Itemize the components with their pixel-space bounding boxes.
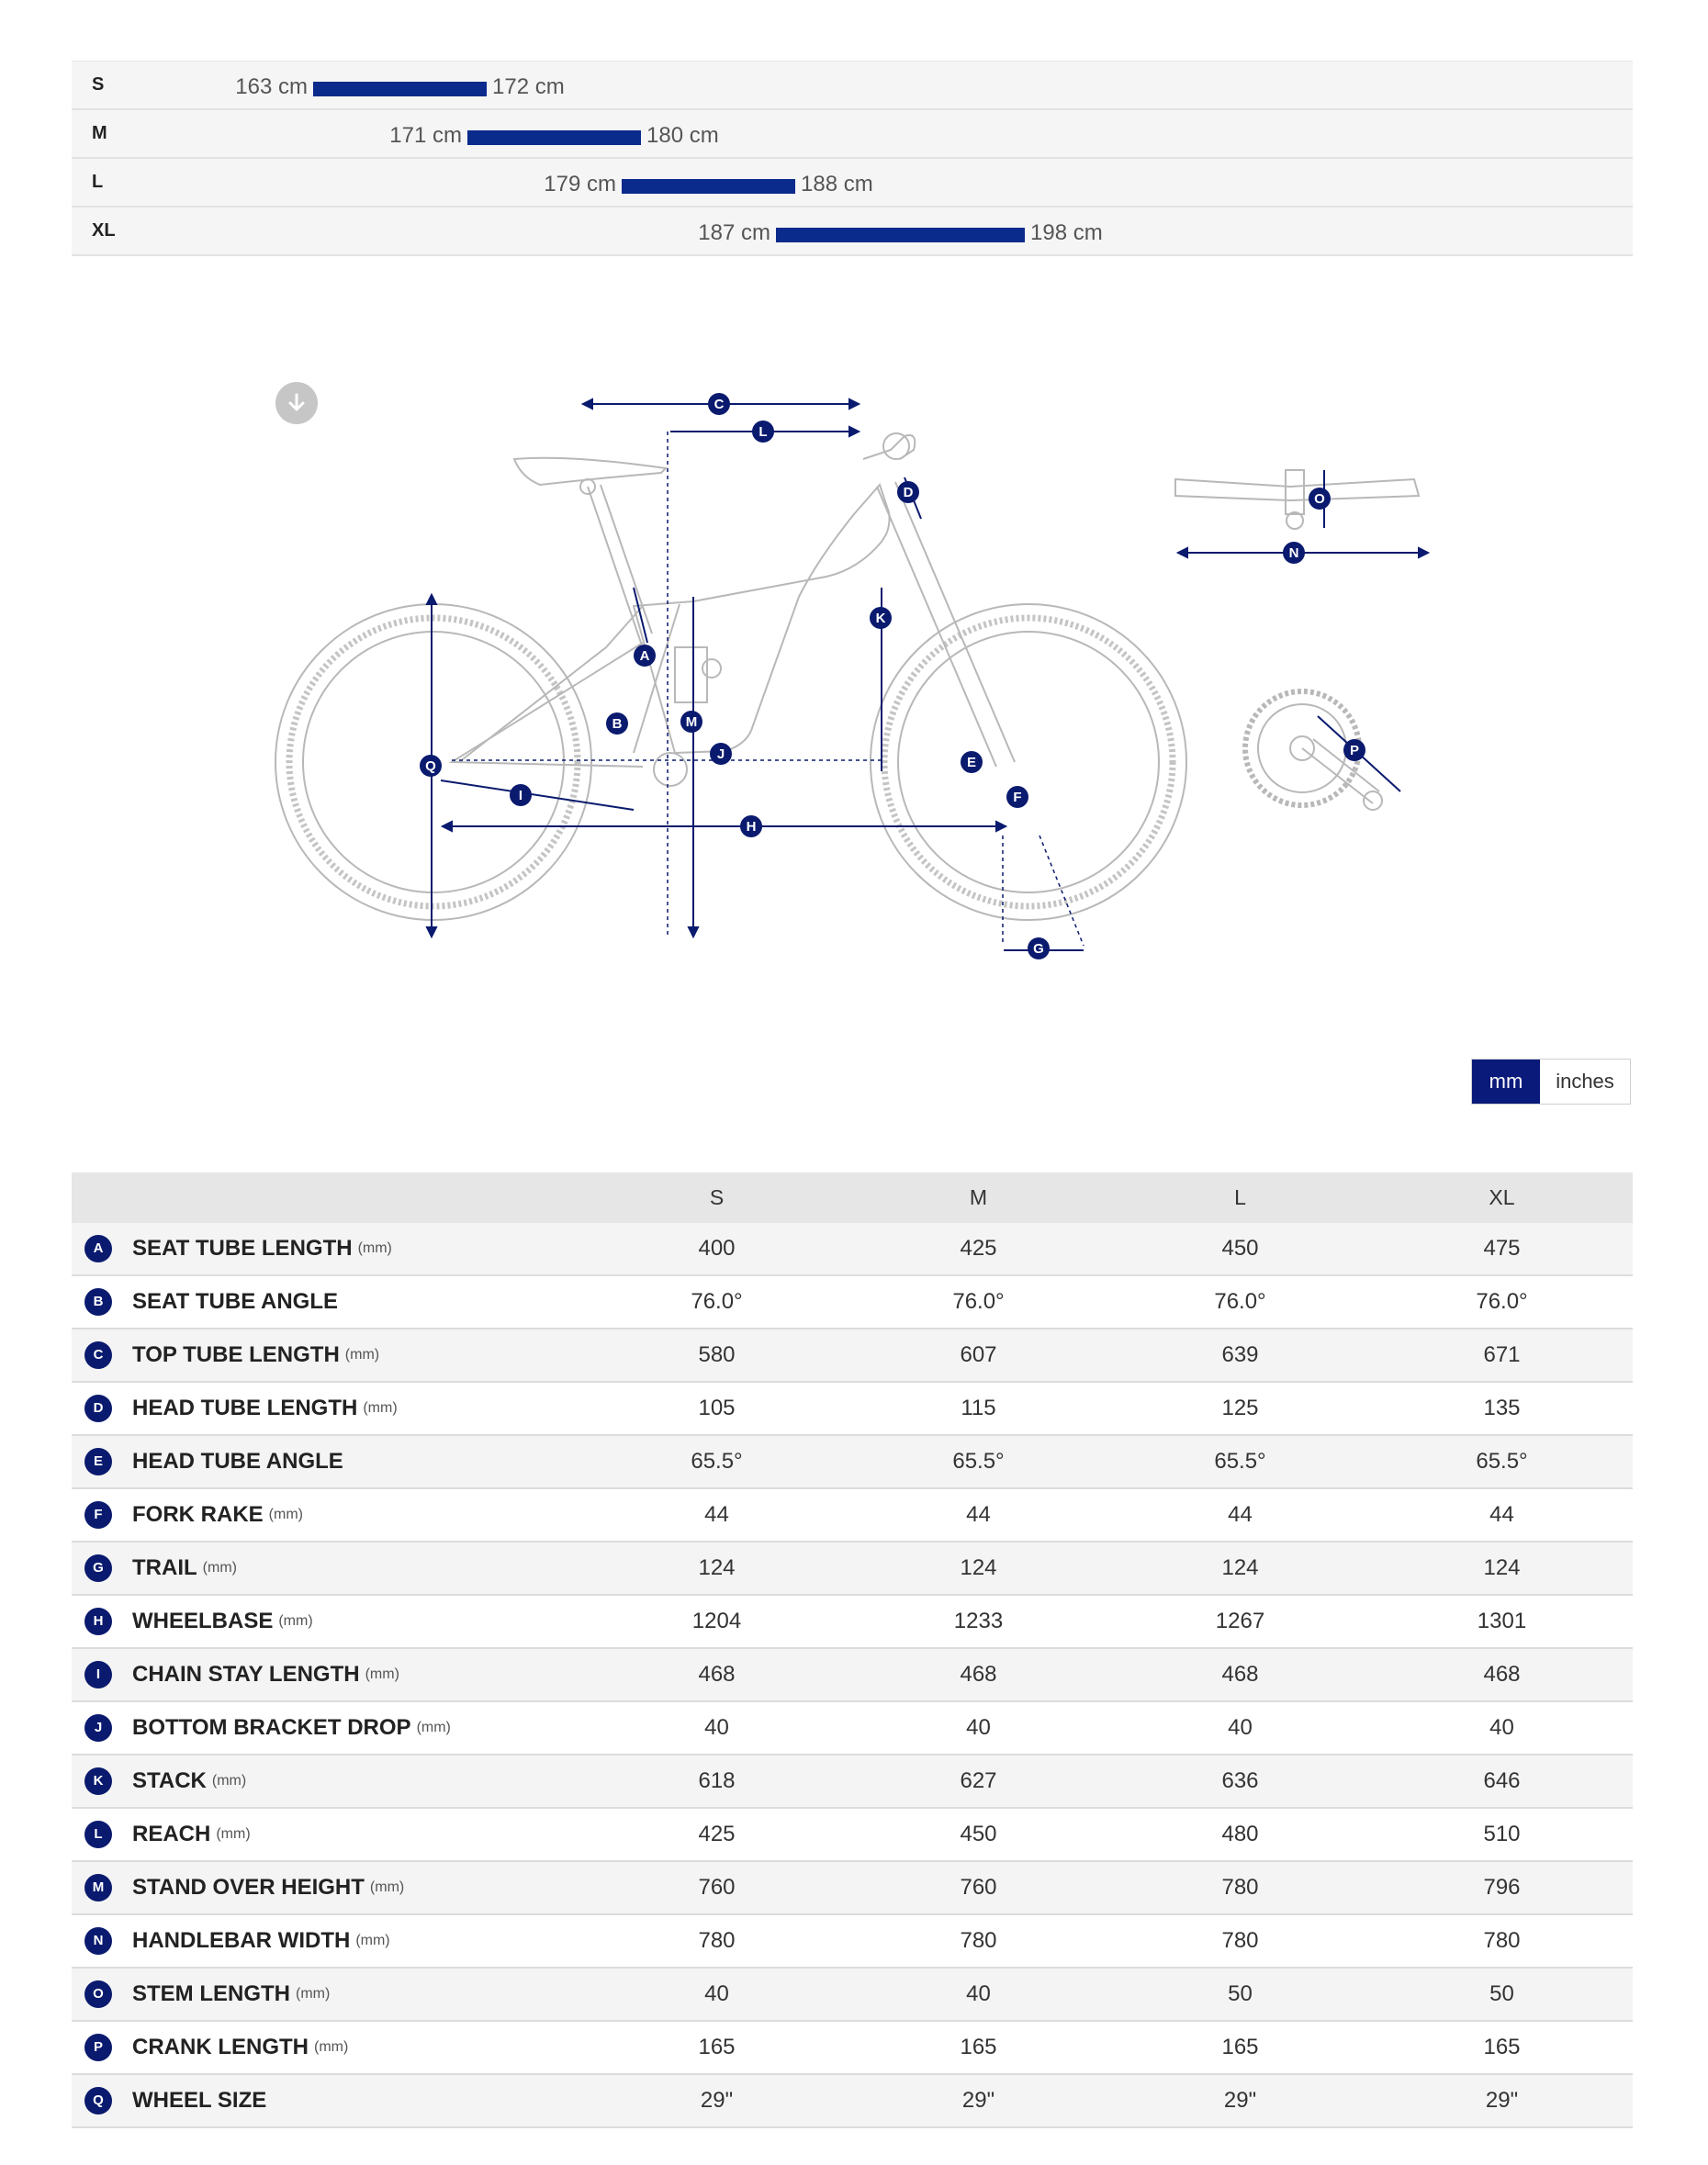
svg-text:C: C bbox=[714, 397, 725, 412]
table-row bbox=[72, 1435, 1633, 1488]
unit-toggle bbox=[1471, 1059, 1631, 1105]
value-cell: 124 bbox=[1109, 1542, 1371, 1595]
value-cell: 165 bbox=[848, 2021, 1109, 2074]
value-cell: 40 bbox=[586, 1701, 848, 1755]
value-cell: 40 bbox=[848, 1701, 1109, 1755]
param-cell bbox=[72, 1435, 586, 1488]
table-row bbox=[72, 1701, 1633, 1755]
param-name: BOTTOM BRACKET DROP bbox=[132, 1715, 411, 1740]
svg-text:L: L bbox=[758, 424, 768, 440]
value-cell: 29" bbox=[586, 2074, 848, 2127]
param-name: HEAD TUBE ANGLE bbox=[132, 1449, 343, 1474]
param-name: SEAT TUBE ANGLE bbox=[132, 1289, 339, 1314]
value-cell: 400 bbox=[586, 1223, 848, 1275]
table-row bbox=[72, 1648, 1633, 1701]
table-row bbox=[72, 1488, 1633, 1542]
letter-badge: C bbox=[84, 1341, 112, 1369]
letter-badge: M bbox=[84, 1874, 112, 1901]
table-row bbox=[72, 1755, 1633, 1808]
letter-badge: E bbox=[84, 1448, 112, 1475]
header-size: S bbox=[586, 1172, 848, 1223]
param-unit: (mm) bbox=[344, 1347, 380, 1363]
svg-text:K: K bbox=[875, 611, 886, 626]
value-cell: 44 bbox=[586, 1488, 848, 1542]
value-cell: 165 bbox=[1371, 2021, 1633, 2074]
value-cell: 29" bbox=[1109, 2074, 1371, 2127]
param-cell bbox=[72, 2074, 586, 2127]
table-row bbox=[72, 1382, 1633, 1435]
letter-badge: N bbox=[84, 1927, 112, 1955]
value-cell: 1267 bbox=[1109, 1595, 1371, 1648]
value-cell: 760 bbox=[586, 1861, 848, 1914]
param-cell bbox=[72, 1542, 586, 1595]
value-cell: 105 bbox=[586, 1382, 848, 1435]
param-cell bbox=[72, 1648, 586, 1701]
value-cell: 65.5° bbox=[848, 1435, 1109, 1488]
value-cell: 468 bbox=[848, 1648, 1109, 1701]
range-min-label: 187 cm bbox=[698, 220, 770, 245]
svg-text:I: I bbox=[518, 788, 523, 803]
range-bar bbox=[313, 82, 487, 96]
saddle bbox=[514, 458, 666, 485]
param-cell bbox=[72, 1914, 586, 1968]
table-row bbox=[72, 2074, 1633, 2127]
table-row bbox=[72, 1914, 1633, 1968]
diagram-marker-b bbox=[606, 712, 628, 735]
unit-inches-button[interactable]: inches bbox=[1540, 1060, 1630, 1104]
value-cell: 40 bbox=[848, 1968, 1109, 2021]
param-unit: (mm) bbox=[365, 1666, 399, 1682]
svg-text:H: H bbox=[746, 819, 757, 835]
diagram-marker-p bbox=[1343, 739, 1365, 761]
diagram-marker-d bbox=[897, 481, 919, 503]
svg-text:P: P bbox=[1349, 743, 1360, 758]
value-cell: 796 bbox=[1371, 1861, 1633, 1914]
diagram-marker-f bbox=[1006, 786, 1028, 808]
value-cell: 580 bbox=[586, 1329, 848, 1382]
param-unit: (mm) bbox=[278, 1613, 313, 1629]
param-cell bbox=[72, 1488, 586, 1542]
value-cell: 44 bbox=[1109, 1488, 1371, 1542]
size-range-chart bbox=[72, 61, 1633, 256]
value-cell: 65.5° bbox=[1371, 1435, 1633, 1488]
diagram-marker-m bbox=[680, 711, 702, 733]
param-cell bbox=[72, 1808, 586, 1861]
svg-text:E: E bbox=[966, 755, 977, 770]
bike-frame bbox=[634, 485, 890, 753]
size-range-row bbox=[72, 61, 1633, 110]
value-cell: 760 bbox=[848, 1861, 1109, 1914]
param-cell bbox=[72, 1701, 586, 1755]
param-name: STEM LENGTH bbox=[132, 1981, 290, 2006]
param-name: REACH bbox=[132, 1822, 211, 1846]
range-bar bbox=[776, 228, 1025, 242]
letter-badge: A bbox=[84, 1235, 112, 1262]
value-cell: 1301 bbox=[1371, 1595, 1633, 1648]
letter-badge: O bbox=[84, 1980, 112, 2008]
size-label: L bbox=[92, 172, 104, 192]
value-cell: 468 bbox=[1109, 1648, 1371, 1701]
svg-text:J: J bbox=[716, 746, 725, 762]
svg-text:D: D bbox=[903, 485, 914, 500]
value-cell: 510 bbox=[1371, 1808, 1633, 1861]
diagram-marker-j bbox=[710, 743, 732, 765]
range-bar bbox=[622, 179, 795, 194]
letter-badge: Q bbox=[84, 2087, 112, 2115]
value-cell: 124 bbox=[1371, 1542, 1633, 1595]
diagram-marker-a bbox=[634, 645, 656, 667]
value-cell: 165 bbox=[586, 2021, 848, 2074]
value-cell: 40 bbox=[586, 1968, 848, 2021]
value-cell: 40 bbox=[1109, 1701, 1371, 1755]
letter-badge: L bbox=[84, 1821, 112, 1848]
param-unit: (mm) bbox=[355, 1933, 390, 1948]
table-row bbox=[72, 1329, 1633, 1382]
range-max-label: 198 cm bbox=[1030, 220, 1103, 245]
param-name: CHAIN STAY LENGTH bbox=[132, 1662, 360, 1687]
range-min-label: 179 cm bbox=[544, 172, 616, 196]
param-cell bbox=[72, 1968, 586, 2021]
param-name: STAND OVER HEIGHT bbox=[132, 1875, 365, 1900]
size-label: S bbox=[92, 74, 105, 95]
table-row bbox=[72, 1542, 1633, 1595]
diagram-marker-h bbox=[740, 815, 762, 837]
table-row bbox=[72, 1595, 1633, 1648]
range-min-label: 171 cm bbox=[389, 123, 462, 148]
diagram-marker-k bbox=[870, 607, 892, 629]
size-label: XL bbox=[92, 220, 116, 241]
param-unit: (mm) bbox=[268, 1507, 303, 1522]
diagram-marker-i bbox=[510, 784, 532, 806]
range-max-label: 188 cm bbox=[801, 172, 873, 196]
value-cell: 425 bbox=[586, 1808, 848, 1861]
value-cell: 76.0° bbox=[1109, 1275, 1371, 1329]
value-cell: 780 bbox=[1109, 1914, 1371, 1968]
letter-badge: B bbox=[84, 1288, 112, 1316]
fork bbox=[877, 482, 1015, 767]
param-unit: (mm) bbox=[357, 1240, 392, 1256]
value-cell: 40 bbox=[1371, 1701, 1633, 1755]
value-cell: 607 bbox=[848, 1329, 1109, 1382]
param-name: SEAT TUBE LENGTH bbox=[132, 1236, 353, 1261]
value-cell: 29" bbox=[848, 2074, 1109, 2127]
table-row bbox=[72, 1275, 1633, 1329]
range-min-label: 163 cm bbox=[235, 74, 308, 99]
svg-text:G: G bbox=[1033, 941, 1044, 957]
letter-badge: F bbox=[84, 1501, 112, 1529]
svg-text:Q: Q bbox=[425, 758, 436, 774]
param-unit: (mm) bbox=[314, 2039, 349, 2055]
unit-mm-button[interactable]: mm bbox=[1472, 1060, 1540, 1104]
table-row bbox=[72, 1968, 1633, 2021]
value-cell: 1233 bbox=[848, 1595, 1109, 1648]
param-unit: (mm) bbox=[211, 1773, 247, 1789]
value-cell: 50 bbox=[1109, 1968, 1371, 2021]
param-name: HEAD TUBE LENGTH bbox=[132, 1396, 358, 1420]
value-cell: 780 bbox=[848, 1914, 1109, 1968]
svg-text:B: B bbox=[612, 716, 623, 732]
svg-text:F: F bbox=[1013, 790, 1022, 805]
value-cell: 76.0° bbox=[586, 1275, 848, 1329]
param-cell bbox=[72, 1275, 586, 1329]
svg-text:O: O bbox=[1314, 491, 1325, 507]
param-cell bbox=[72, 2021, 586, 2074]
param-unit: (mm) bbox=[216, 1826, 251, 1842]
param-cell bbox=[72, 1755, 586, 1808]
value-cell: 76.0° bbox=[848, 1275, 1109, 1329]
range-max-label: 180 cm bbox=[646, 123, 719, 148]
param-cell bbox=[72, 1595, 586, 1648]
diagram-marker-e bbox=[961, 751, 983, 773]
value-cell: 124 bbox=[848, 1542, 1109, 1595]
letter-badge: K bbox=[84, 1767, 112, 1795]
value-cell: 636 bbox=[1109, 1755, 1371, 1808]
param-name: CRANK LENGTH bbox=[132, 2035, 309, 2059]
table-header-row bbox=[72, 1172, 1633, 1223]
diagram-marker-g bbox=[1028, 937, 1050, 959]
size-range-row bbox=[72, 159, 1633, 208]
param-name: HANDLEBAR WIDTH bbox=[132, 1928, 351, 1953]
param-unit: (mm) bbox=[202, 1560, 237, 1576]
value-cell: 468 bbox=[1371, 1648, 1633, 1701]
svg-text:M: M bbox=[685, 714, 698, 730]
letter-badge: I bbox=[84, 1661, 112, 1688]
letter-badge: P bbox=[84, 2034, 112, 2061]
value-cell: 65.5° bbox=[586, 1435, 848, 1488]
value-cell: 165 bbox=[1109, 2021, 1371, 2074]
header-size: M bbox=[848, 1172, 1109, 1223]
value-cell: 468 bbox=[586, 1648, 848, 1701]
size-range-row bbox=[72, 110, 1633, 159]
value-cell: 65.5° bbox=[1109, 1435, 1371, 1488]
value-cell: 639 bbox=[1109, 1329, 1371, 1382]
letter-badge: H bbox=[84, 1608, 112, 1635]
param-name: FORK RAKE bbox=[132, 1502, 264, 1527]
diagram-marker-c bbox=[708, 393, 730, 415]
param-name: TOP TUBE LENGTH bbox=[132, 1342, 340, 1367]
param-name: WHEELBASE bbox=[132, 1609, 274, 1633]
table-row bbox=[72, 1223, 1633, 1275]
header-size: L bbox=[1109, 1172, 1371, 1223]
letter-badge: G bbox=[84, 1554, 112, 1582]
param-cell bbox=[72, 1223, 586, 1275]
diagram-marker-l bbox=[752, 421, 774, 443]
letter-badge: J bbox=[84, 1714, 112, 1742]
value-cell: 450 bbox=[1109, 1223, 1371, 1275]
value-cell: 125 bbox=[1109, 1382, 1371, 1435]
param-cell bbox=[72, 1861, 586, 1914]
letter-badge: D bbox=[84, 1395, 112, 1422]
param-name: TRAIL bbox=[132, 1555, 197, 1580]
value-cell: 115 bbox=[848, 1382, 1109, 1435]
value-cell: 627 bbox=[848, 1755, 1109, 1808]
value-cell: 618 bbox=[586, 1755, 848, 1808]
value-cell: 671 bbox=[1371, 1329, 1633, 1382]
value-cell: 1204 bbox=[586, 1595, 848, 1648]
bike-geometry-diagram bbox=[0, 275, 1708, 992]
value-cell: 450 bbox=[848, 1808, 1109, 1861]
value-cell: 29" bbox=[1371, 2074, 1633, 2127]
table-row bbox=[72, 2021, 1633, 2074]
value-cell: 480 bbox=[1109, 1808, 1371, 1861]
size-range-row bbox=[72, 208, 1633, 256]
param-unit: (mm) bbox=[363, 1400, 398, 1416]
value-cell: 780 bbox=[586, 1914, 848, 1968]
value-cell: 425 bbox=[848, 1223, 1109, 1275]
table-row bbox=[72, 1861, 1633, 1914]
range-bar bbox=[467, 130, 641, 145]
range-max-label: 172 cm bbox=[492, 74, 565, 99]
table-row bbox=[72, 1808, 1633, 1861]
param-unit: (mm) bbox=[296, 1986, 331, 2002]
value-cell: 50 bbox=[1371, 1968, 1633, 2021]
svg-text:N: N bbox=[1288, 545, 1299, 561]
value-cell: 124 bbox=[586, 1542, 848, 1595]
front-wheel bbox=[871, 604, 1186, 920]
diagram-marker-o bbox=[1309, 488, 1331, 510]
value-cell: 44 bbox=[1371, 1488, 1633, 1542]
value-cell: 475 bbox=[1371, 1223, 1633, 1275]
param-name: STACK bbox=[132, 1768, 207, 1793]
value-cell: 76.0° bbox=[1371, 1275, 1633, 1329]
param-name: WHEEL SIZE bbox=[132, 2088, 267, 2113]
value-cell: 135 bbox=[1371, 1382, 1633, 1435]
value-cell: 780 bbox=[1371, 1914, 1633, 1968]
header-blank bbox=[72, 1172, 586, 1223]
diagram-marker-q bbox=[420, 755, 442, 777]
param-unit: (mm) bbox=[369, 1879, 405, 1895]
value-cell: 646 bbox=[1371, 1755, 1633, 1808]
param-cell bbox=[72, 1329, 586, 1382]
geometry-table bbox=[72, 1172, 1633, 2128]
param-cell bbox=[72, 1382, 586, 1435]
value-cell: 780 bbox=[1109, 1861, 1371, 1914]
svg-text:A: A bbox=[639, 648, 650, 664]
param-unit: (mm) bbox=[416, 1720, 451, 1735]
diagram-marker-n bbox=[1283, 542, 1305, 564]
size-label: M bbox=[92, 123, 107, 143]
header-size: XL bbox=[1371, 1172, 1633, 1223]
handlebar bbox=[1175, 479, 1419, 500]
value-cell: 44 bbox=[848, 1488, 1109, 1542]
